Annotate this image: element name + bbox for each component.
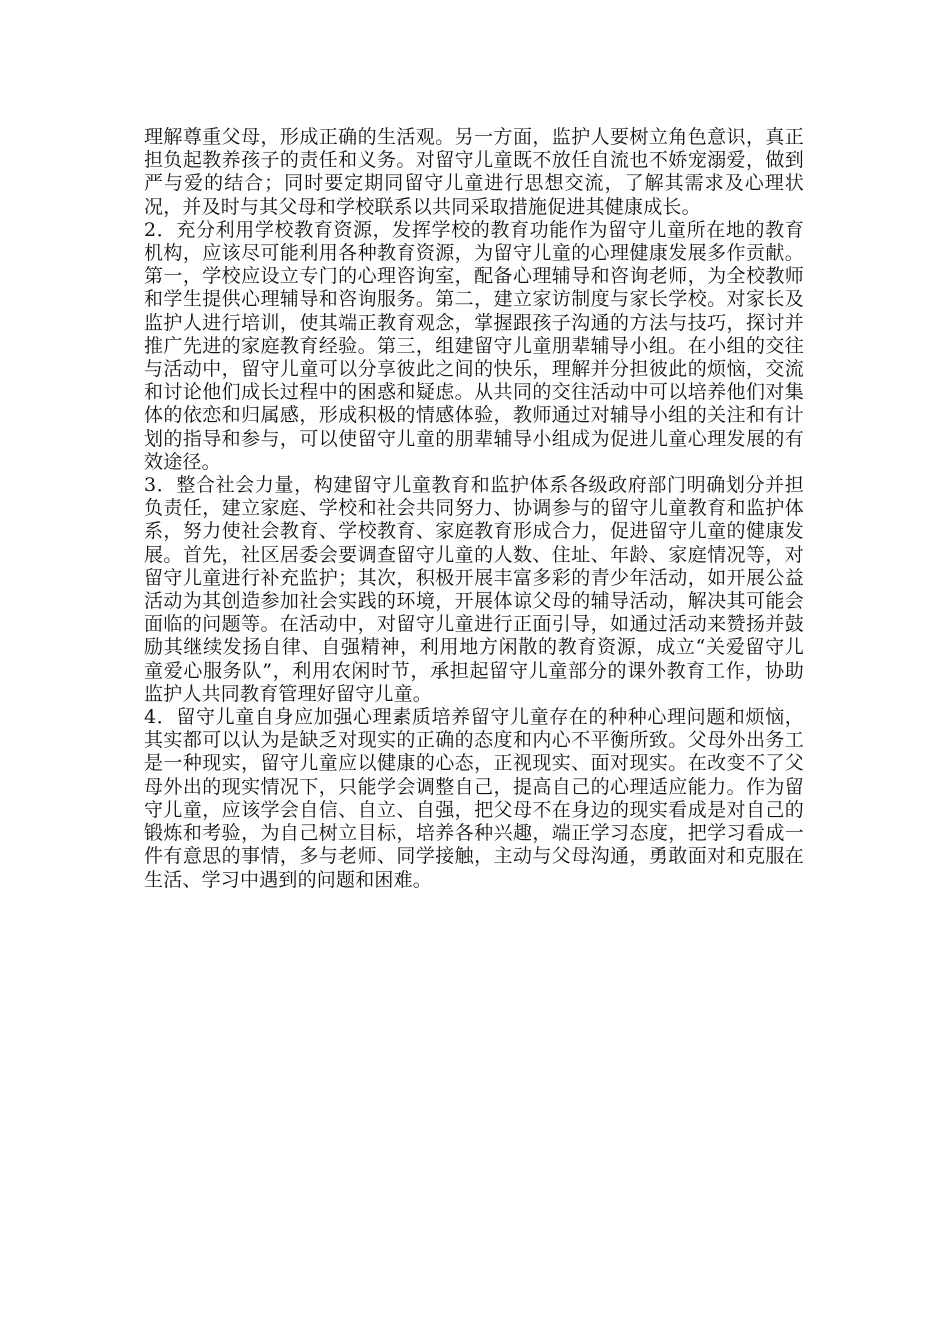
document-body (144, 126, 804, 892)
paragraph-self-improvement: 4．留守儿童自身应加强心理素质培养留守儿童存在的种种心理问题和烦恼，其实都可以认为是缺乏对现实的正确的态度和内心不平衡所致。父母外出务工是一种现实，留守儿童应以健康的心态，正视现实、面对现实。在改变不了父母外出的现实情况下，只能学会调整自己，提高自己的心理适应能力。作为留守儿童，应该学会自信、自立、自强，把父母不在身边的现实看成是对自己的锻炼和考验，为自己树立目标，培养各种兴趣，端正学习态度，把学习看成一件有意思的事情，多与老师、同学接触，主动与父母沟通，勇敢面对和克服在生活、学习中遇到的问题和困难。 (144, 706, 804, 891)
paragraph-school-resources: 2．充分利用学校教育资源，发挥学校的教育功能作为留守儿童所在地的教育机构，应该尽可能利用各种教育资源，为留守儿童的心理健康发展多作贡献。第一，学校应设立专门的心理咨询室，配备心理辅导和咨询老师，为全校教师和学生提供心理辅导和咨询服务。第二，建立家访制度与家长学校。对家长及监护人进行培训，使其端正教育观念，掌握跟孩子沟通的方法与技巧，探讨并推广先进的家庭教育经验。第三，组建留守儿童朋辈辅导小组。在小组的交往与活动中，留守儿童可以分享彼此之间的快乐，理解并分担彼此的烦恼，交流和讨论他们成长过程中的困惑和疑虑。从共同的交往活动中可以培养他们对集体的依恋和归属感，形成积极的情感体验，教师通过对辅导小组的关注和有计划的指导和参与，可以使留守儿童的朋辈辅导小组成为促进儿童心理发展的有效途径。 (144, 218, 804, 473)
paragraph-continuation: 理解尊重父母，形成正确的生活观。另一方面，监护人要树立角色意识，真正担负起教养孩子的责任和义务。对留守儿童既不放任自流也不娇宠溺爱，做到严与爱的结合；同时要定期同留守儿童进行思想交流，了解其需求及心理状况，并及时与其父母和学校联系以共同采取措施促进其健康成长。 (144, 126, 804, 218)
paragraph-social-forces: 3．整合社会力量，构建留守儿童教育和监护体系各级政府部门明确划分并担负责任，建立家庭、学校和社会共同努力、协调参与的留守儿童教育和监护体系，努力使社会教育、学校教育、家庭教育形成合力，促进留守儿童的健康发展。首先，社区居委会要调查留守儿童的人数、住址、年龄、家庭情况等，对留守儿童进行补充监护；其次，积极开展丰富多彩的青少年活动，如开展公益活动为其创造参加社会实践的环境，开展体谅父母的辅导活动，解决其可能会面临的问题等。在活动中，对留守儿童进行正面引导，如通过活动来赞扬并鼓励其继续发扬自律、自强精神，利用地方闲散的教育资源，成立“关爱留守儿童爱心服务队”，利用农闲时节，承担起留守儿童部分的课外教育工作，协助监护人共同教育管理好留守儿童。 (144, 474, 804, 705)
